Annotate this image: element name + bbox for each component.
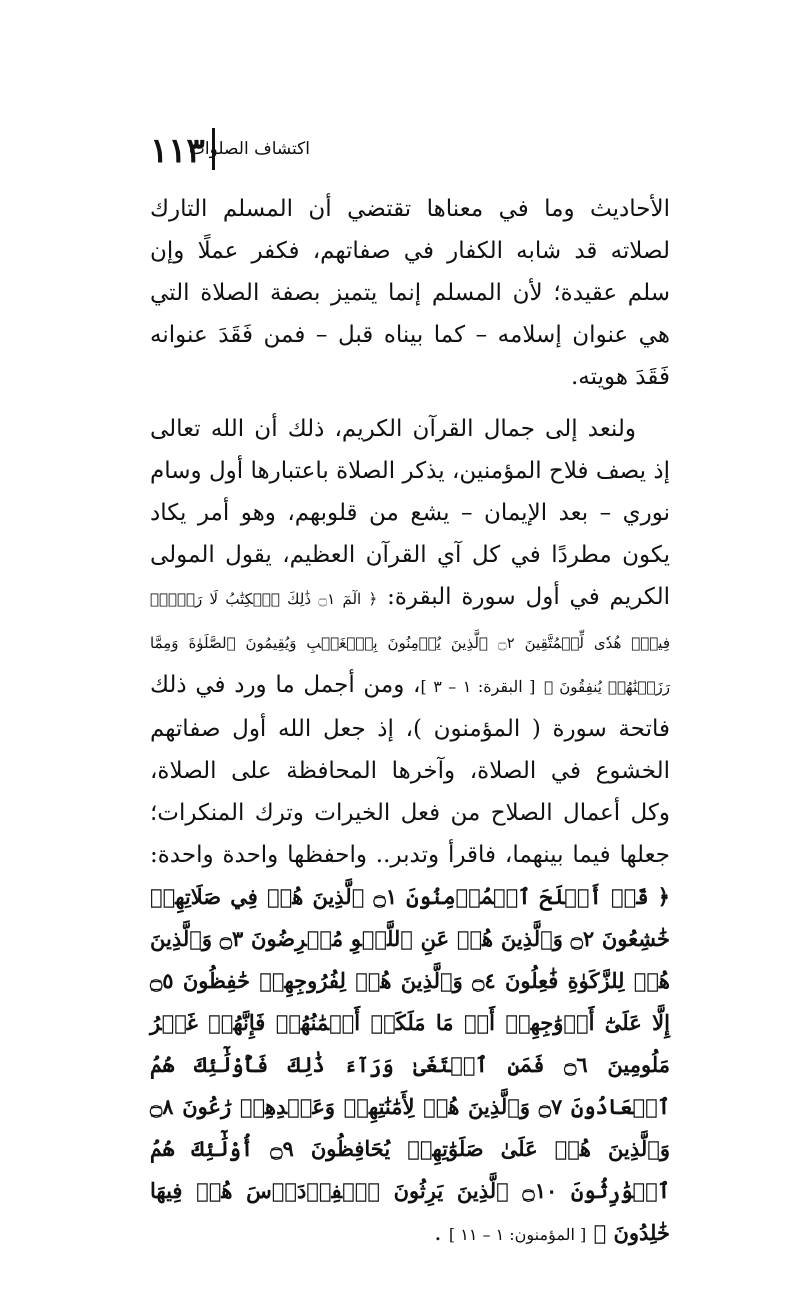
body-text — [150, 188, 670, 1266]
quran-verse-albaqarah: ﴿ الٓمٓ ۝١ ذَٰلِكَ ٱلۡكِتَٰبُ لَا رَيۡبَۛ فِيهِۛ هُدٗى لِّلۡمُتَّقِينَ ۝٢ ٱلَّذِينَ يُؤۡمِنُونَ بِٱلۡغَيۡبِ وَيُقِيمُونَ ٱلصَّلَوٰةَ وَمِمَّا رَزَقۡنَٰهُمۡ يُنفِقُونَ ﴾ — [150, 590, 670, 696]
verse-reference-almuminun: [ المؤمنون: ١ – ١١ ] — [448, 1225, 587, 1244]
page-number: ١١٣ — [150, 131, 205, 171]
verse-reference-albaqarah: [ البقرة: ١ – ٣ ] — [420, 677, 536, 696]
paragraph-2-middle: ، ومن أجمل ما ورد في ذلك فاتحة سورة ( المؤمنون )، إذ جعل الله أول صفاتهم الخشوع في الصلاة، وآخرها المحافظة على الصلاة، وكل أعمال الصلاح من فعل الخيرات وترك المنكرات؛ جعلها فيما بينهما، فاقرأ وتدبر.. واحفظها واحدة واحدة: — [150, 672, 670, 868]
quran-verse-almuminun: ﴿ قَدۡ أَفۡلَحَ ٱلۡمُؤۡمِنُونَ ۝١ ٱلَّذِينَ هُمۡ فِي صَلَاتِهِمۡ خَٰشِعُونَ ۝٢ وَٱلَّذِينَ هُمۡ عَنِ ٱللَّغۡوِ مُعۡرِضُونَ ۝٣ وَٱلَّذِينَ هُمۡ لِلزَّكَوٰةِ فَٰعِلُونَ ۝٤ وَٱلَّذِينَ هُمۡ لِفُرُوجِهِمۡ حَٰفِظُونَ ۝٥ إِلَّا عَلَىٰٓ أَزۡوَٰجِهِمۡ أَوۡ مَا مَلَكَتۡ أَيۡمَٰنُهُمۡ فَإِنَّهُمۡ غَيۡرُ مَلُومِينَ ۝٦ فَمَنِ ٱبۡتَغَىٰ وَرَآءَ ذَٰلِكَ فَأُوْلَٰٓئِكَ هُمُ ٱلۡعَادُونَ ۝٧ وَٱلَّذِينَ هُمۡ لِأَمَٰنَٰتِهِمۡ وَعَهۡدِهِمۡ رَٰعُونَ ۝٨ وَٱلَّذِينَ هُمۡ عَلَىٰ صَلَوَٰتِهِمۡ يُحَافِظُونَ ۝٩ أُوْلَٰٓئِكَ هُمُ ٱلۡوَٰرِثُونَ ۝١٠ ٱلَّذِينَ يَرِثُونَ ٱلۡفِرۡدَوۡسَ هُمۡ فِيهَا خَٰلِدُونَ ﴾ — [150, 884, 671, 1245]
page-header — [150, 128, 310, 174]
paragraph-1: الأحاديث وما في معناها تقتضي أن المسلم التارك لصلاته قد شابه الكفار في صفاتهم، فكفر عملًا وإن سلم عقيدة؛ لأن المسلم إنما يتميز بصفة الصلاة التي هي عنوان إسلامه – كما بيناه قبل – فمن فَقَدَ عنوانه فَقَدَ هويته. — [150, 196, 670, 390]
paragraph-2-intro: ولنعد إلى جمال القرآن الكريم، ذلك أن الله تعالى إذ يصف فلاح المؤمنين، يذكر الصلاة باعتبارها أول وسام نوري – بعد الإيمان – يشع من قلوبهم، وهو أمر يكاد يكون مطردًا في كل آي القرآن العظيم، يقول المولى الكريم في أول سورة البقرة: — [150, 416, 671, 610]
paragraph-2-end: . — [434, 1220, 442, 1246]
running-title: اكتشاف الصلوات — [188, 139, 310, 159]
paragraph-2 — [150, 408, 670, 1256]
